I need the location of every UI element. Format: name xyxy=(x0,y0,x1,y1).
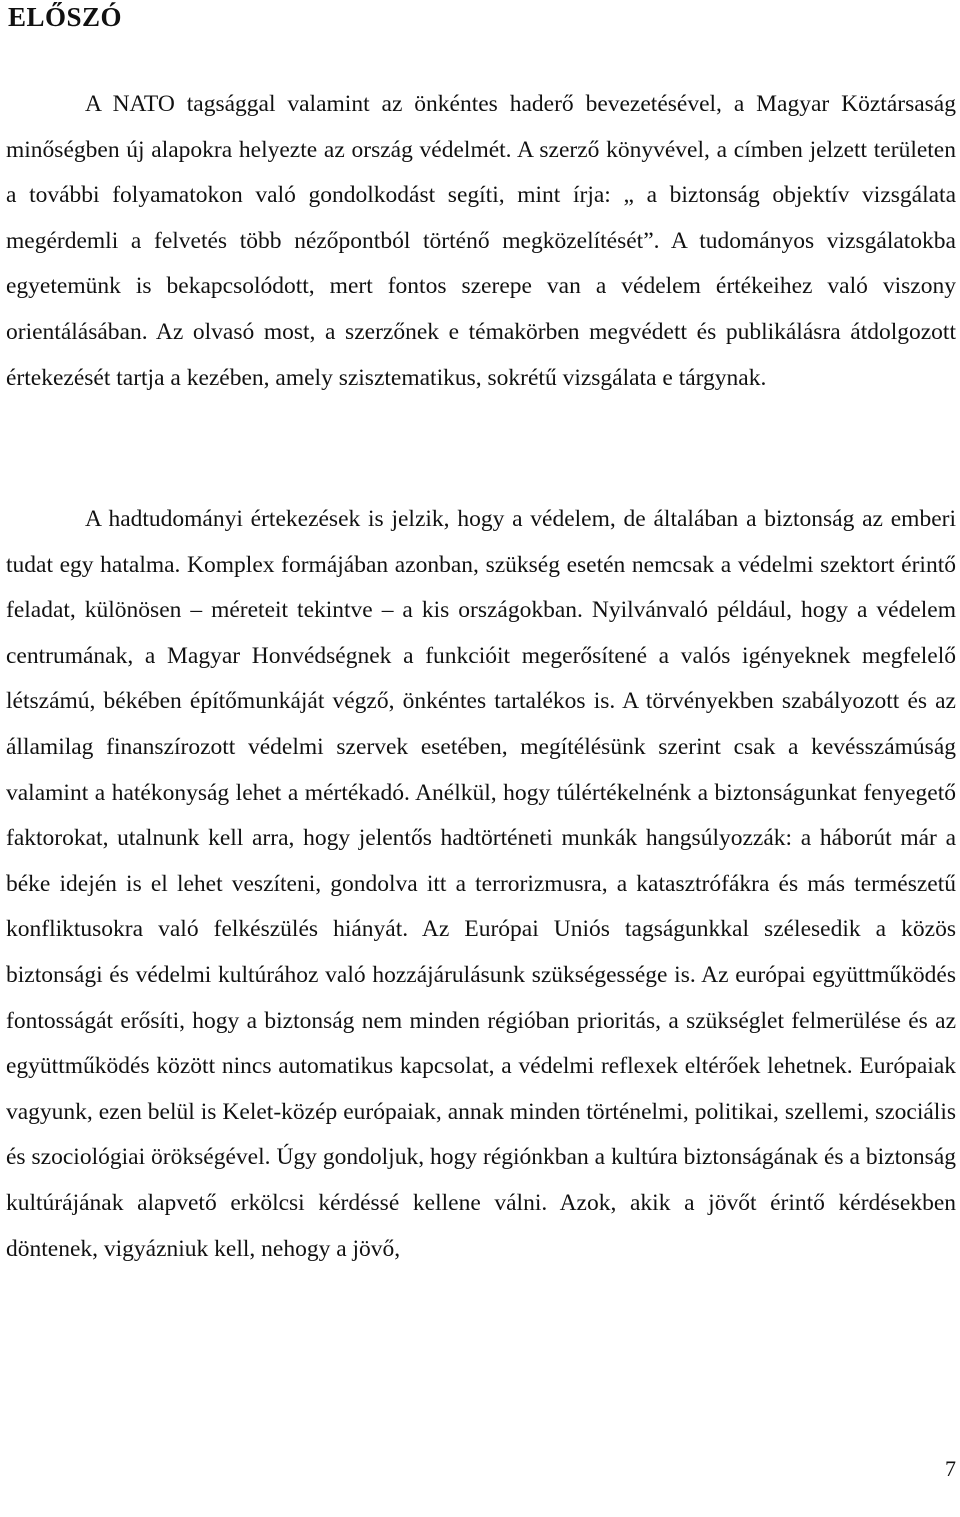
paragraph-2: A hadtudományi értekezések is jelzik, hogy a védelem, de általában a biztonság az emberi tudat egy hatalma. Komplex formájában azonban, szükség esetén nemcsak a védelmi szektort érintő feladat, különösen – méreteit tekintve – a kis országokban. Nyilvánvaló például, hogy a védelem centrumának, a Magyar Honvédségnek a funkcióit megerősítené a valós igényeknek megfelelő létszámú, békében építőmunkáját végző, önkéntes tartalékos is. A törvényekben szabályozott és az államilag finanszírozott védelmi szervek esetében, megítélésünk szerint csak a kevésszámúság valamint a hatékonyság lehet a mértékadó. Anélkül, hogy túlértékelnénk a biztonságunkat fenyegető faktorokat, utalnunk kell arra, hogy jelentős hadtörténeti munkák hangsúlyozzák: a háborút már a béke idején is el lehet veszíteni, gondolva itt a terrorizmusra, a katasztrófákra és más természetű konfliktusokra való felkészülés hiányát. Az Európai Uniós tagságunkkal szélesedik a közös biztonsági és védelmi kultúrához való hozzájárulásunk szükségessége is. Az európai együttműködés fontosságát erősíti, hogy a biztonság nem minden régióban prioritás, a szükséglet felmerülése és az együttműködés között nincs automatikus kapcsolat, a védelmi reflexek eltérőek lehetnek. Európaiak vagyunk, ezen belül is Kelet-közép európaiak, annak minden történelmi, politikai, szellemi, szociális és szociológiai örökségével. Úgy gondoljuk, hogy régiónkban a kultúra biztonságának és a biztonság kultúrájának alapvető erkölcsi kérdéssé kellene válni. Azok, akik a jövőt érintő kérdésekben döntenek, vigyázniuk kell, nehogy a jövő, xyxy=(6,506,956,1262)
paragraph-1: A NATO tagsággal valamint az önkéntes haderő bevezetésével, a Magyar Köztársaság minőségben új alapokra helyezte az ország védelmét. A szerző könyvével, a címben jelzett területen a további folyamatokon való gondolkodást segíti, mint írja: „ a biztonság objektív vizsgálata megérdemli a felvetés több nézőpontból történő megközelítését”. A tudományos vizsgálatokba egyetemünk is bekapcsolódott, mert fontos szerepe van a védelem értékeihez való viszony orientálásában. Az olvasó most, a szerzőnek e témakörben megvédett és publikálásra átdolgozott értekezését tartja a kezében, amely szisztematikus, sokrétű vizsgálata e tárgynak. xyxy=(6,91,956,391)
page-heading: ELŐSZÓ xyxy=(8,2,123,32)
page-number: 7 xyxy=(945,1456,956,1481)
